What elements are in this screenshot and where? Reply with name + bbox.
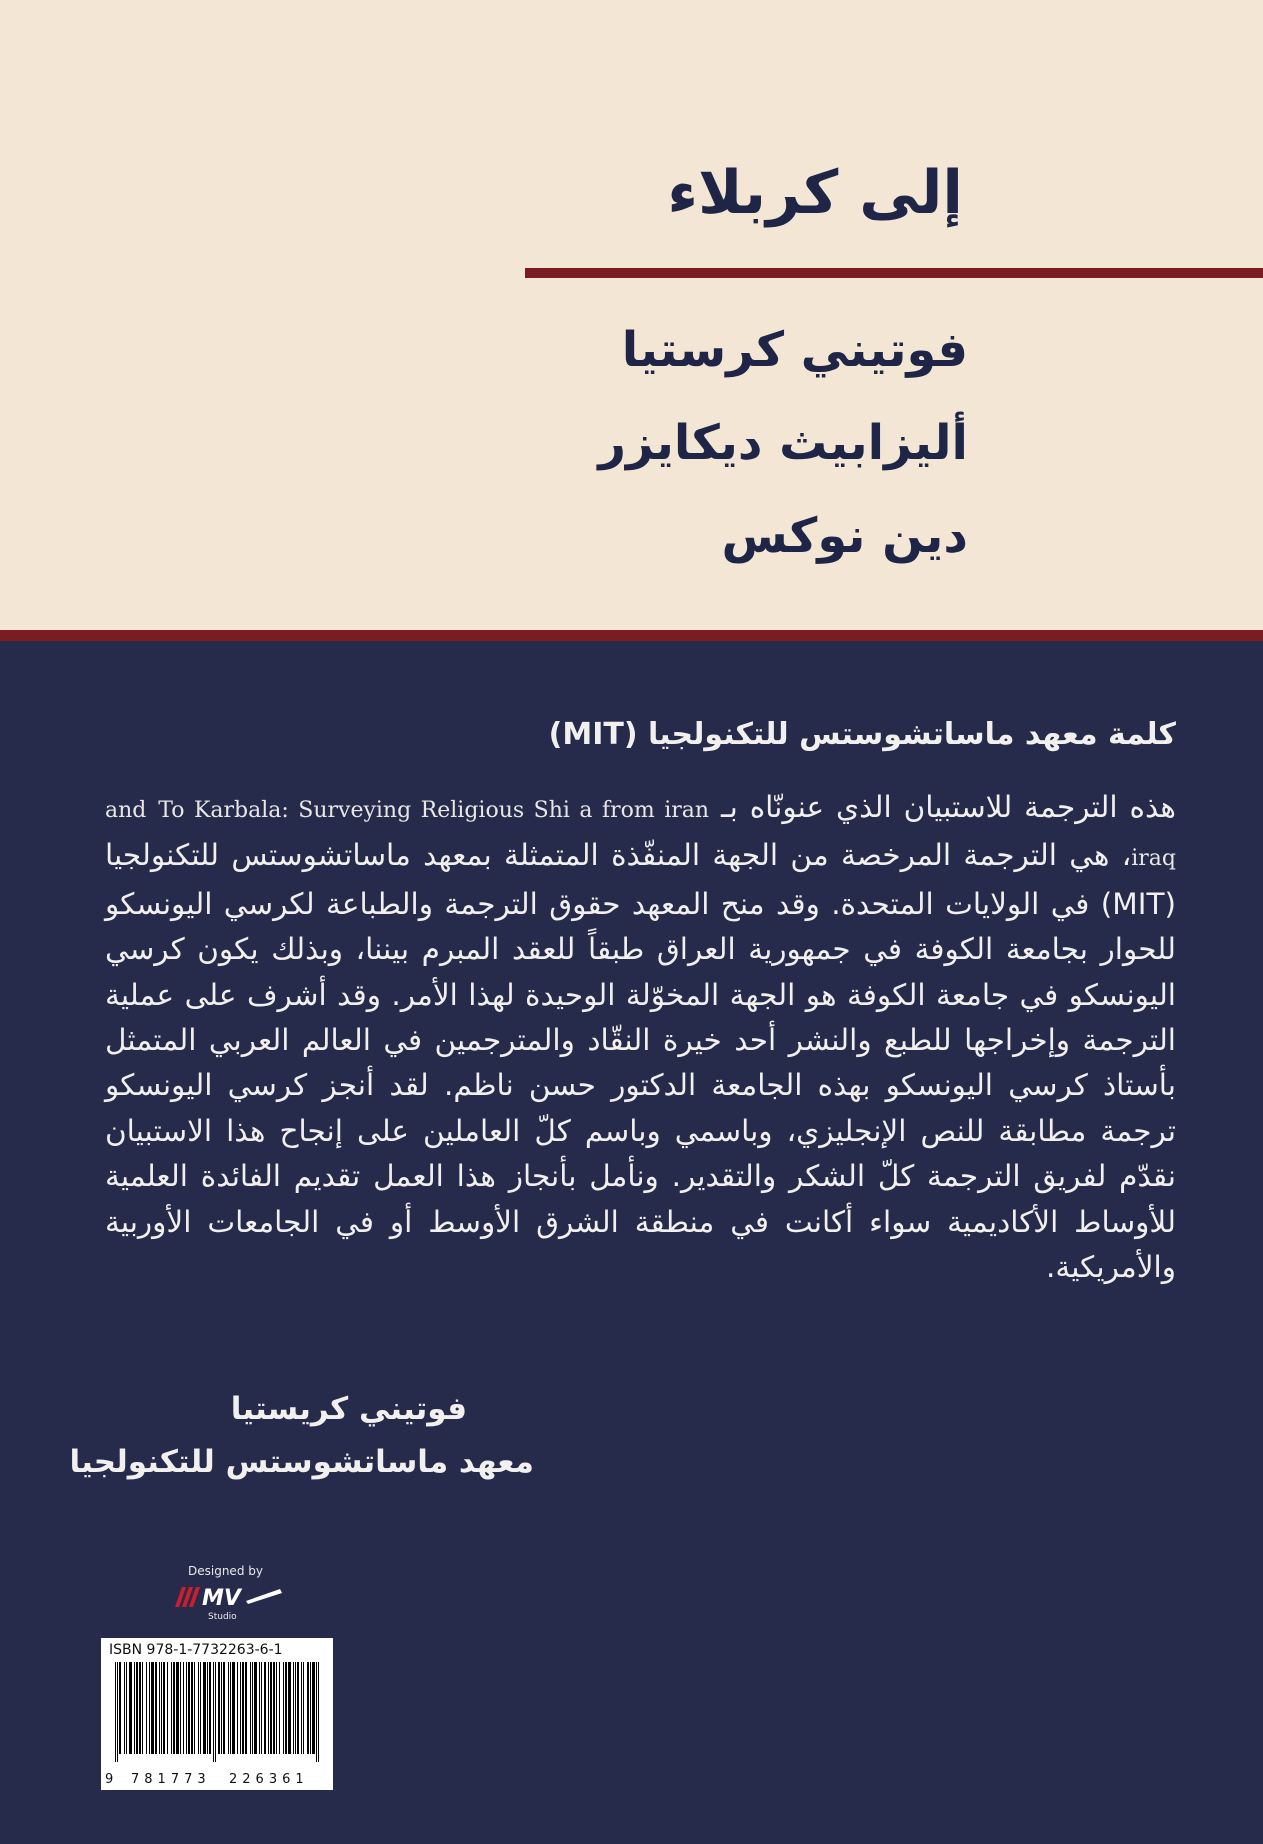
barcode-bar — [176, 1662, 179, 1754]
barcode-bar — [124, 1662, 125, 1754]
barcode-bar — [203, 1662, 206, 1754]
barcode-bar — [167, 1662, 168, 1754]
barcode-bar — [117, 1662, 118, 1762]
barcode-bar — [223, 1662, 225, 1754]
author-2: أليزابيث ديكايزر — [598, 415, 968, 471]
barcode-bar — [232, 1662, 235, 1754]
barcode-bar — [221, 1662, 222, 1754]
designer-credit — [150, 1564, 310, 1630]
barcode-bar — [316, 1662, 317, 1762]
isbn-barcode — [101, 1638, 333, 1790]
barcode-bar — [207, 1662, 208, 1754]
barcode-digit-prefix: 9 — [105, 1772, 114, 1787]
barcode-bar — [171, 1662, 172, 1754]
barcode-bar — [163, 1662, 165, 1754]
barcode-bar — [200, 1662, 201, 1754]
barcode-digit-group-right: 226361 — [229, 1772, 309, 1787]
barcode-bar — [159, 1662, 160, 1754]
para-start: هذه الترجمة للاستبيان الذي عنونّاه بـ — [720, 790, 1176, 824]
barcode-bar — [245, 1662, 247, 1754]
barcode-bar — [119, 1662, 121, 1754]
barcode-bar — [115, 1662, 116, 1762]
designer-label: Designed by — [188, 1564, 263, 1578]
barcode-bar — [301, 1662, 302, 1754]
barcode-bar — [142, 1662, 143, 1754]
barcode-bar — [180, 1662, 181, 1754]
isbn-label: ISBN 978-1-7732263-6-1 — [109, 1642, 283, 1658]
barcode-bar — [307, 1662, 309, 1754]
barcode-bar — [188, 1662, 190, 1754]
barcode-bar — [303, 1662, 304, 1754]
barcode-bar — [250, 1662, 251, 1754]
cover-top-panel — [0, 0, 1263, 630]
barcode-bar — [186, 1662, 187, 1754]
barcode-bar — [213, 1662, 214, 1762]
barcode-bar — [218, 1662, 220, 1754]
barcode-bar — [264, 1662, 266, 1754]
barcode-bar — [228, 1662, 229, 1754]
section-divider — [0, 630, 1263, 641]
barcode-bar — [295, 1662, 296, 1754]
barcode-bar — [129, 1662, 132, 1754]
statement-heading: كلمة معهد ماساتشوستس للتكنولجيا (MIT) — [548, 717, 1176, 752]
barcode-bar — [237, 1662, 238, 1754]
barcode-bar — [318, 1662, 319, 1762]
barcode-bar — [173, 1662, 175, 1754]
barcode-bar — [126, 1662, 127, 1754]
barcode-bar — [161, 1662, 162, 1754]
barcode-bar — [240, 1662, 241, 1754]
barcode-bar — [288, 1662, 291, 1754]
author-3: دين نوكس — [721, 508, 968, 564]
barcode-bar — [268, 1662, 269, 1754]
designer-logo-text: MV — [202, 1586, 241, 1611]
barcode-bar — [136, 1662, 138, 1754]
barcode-bar — [270, 1662, 272, 1754]
barcode-bar — [242, 1662, 244, 1754]
barcode-bar — [146, 1662, 147, 1754]
barcode-bar — [276, 1662, 277, 1754]
barcode-bar — [312, 1662, 315, 1754]
barcode-bar — [259, 1662, 260, 1754]
barcode-digit-group-left: 781773 — [131, 1772, 211, 1787]
barcode-bar — [310, 1662, 311, 1754]
statement-body — [105, 785, 1176, 1290]
signature-organization: معهد ماساتشوستس للتكنولجيا — [69, 1444, 534, 1480]
barcode-bar — [198, 1662, 199, 1754]
book-title: إلى كربلاء — [667, 158, 963, 228]
english-title-line1: To Karbala: Surveying Religious Shi a from iran — [158, 798, 710, 823]
barcode-bar — [194, 1662, 195, 1754]
barcode-bar — [297, 1662, 299, 1754]
barcode-bar — [283, 1662, 284, 1754]
barcode-bar — [139, 1662, 141, 1754]
barcode-bar — [279, 1662, 280, 1754]
barcode-bar — [285, 1662, 287, 1754]
designer-logo — [160, 1581, 290, 1611]
barcode-bar — [134, 1662, 135, 1754]
barcode-bar — [191, 1662, 193, 1754]
barcode-bar — [209, 1662, 211, 1754]
title-underline — [525, 268, 1263, 278]
para-rest: ، هي الترجمة المرخصة من الجهة المنفّذة المتمثلة بمعهد ماساتشوستس للتكنولجيا (MIT) في الولايات المتحدة. وقد منح المعهد حقوق الترجمة والطباعة لكرسي اليونسكو للحوار بجامعة الكوفة في جمهورية العراق طبقاً للعقد المبرم بيننا، وبذلك يكون كرسي اليونسكو في جامعة الكوفة هو الجهة المخوّلة الوحيدة لهذا الأمر. وقد أشرف على عملية الترجمة وإخراجها للطبع والنشر أحد خيرة النقّاد والمترجمين في العالم العربي المتمثل بأستاذ كرسي اليونسكو بهذه الجامعة الدكتور حسن ناظم. لقد أنجز كرسي اليونسكو ترجمة مطابقة للنص الإنجليزي، وباسمي وباسم كلّ العاملين على إنجاح هذا الاستبيان نقدّم لفريق الترجمة كلّ الشكر والتقدير. ونأمل بأنجاز هذا العمل تقديم الفائدة العلمية للأوساط الأكاديمية سواء أكانت في منطقة الشرق الأوسط أو في الجامعات الأوربية والأمريكية. — [105, 838, 1176, 1285]
english-title-line2: and iraq — [105, 798, 1176, 872]
designer-studio: Studio — [208, 1612, 237, 1622]
barcode-bar — [252, 1662, 253, 1754]
statement-paragraph — [105, 785, 1176, 1290]
barcode-bar — [149, 1662, 150, 1754]
barcode-bar — [183, 1662, 184, 1754]
barcode-bar — [215, 1662, 216, 1762]
barcode-bar — [273, 1662, 275, 1754]
barcode-bar — [230, 1662, 231, 1754]
signature-name: فوتيني كريستيا — [230, 1391, 467, 1427]
barcode-bar — [155, 1662, 157, 1754]
author-1: فوتيني كرستيا — [621, 322, 968, 378]
barcode-bar — [261, 1662, 262, 1754]
barcode-bars — [103, 1662, 331, 1766]
barcode-bar — [254, 1662, 257, 1754]
barcode-bar — [293, 1662, 294, 1754]
barcode-bar — [151, 1662, 154, 1754]
